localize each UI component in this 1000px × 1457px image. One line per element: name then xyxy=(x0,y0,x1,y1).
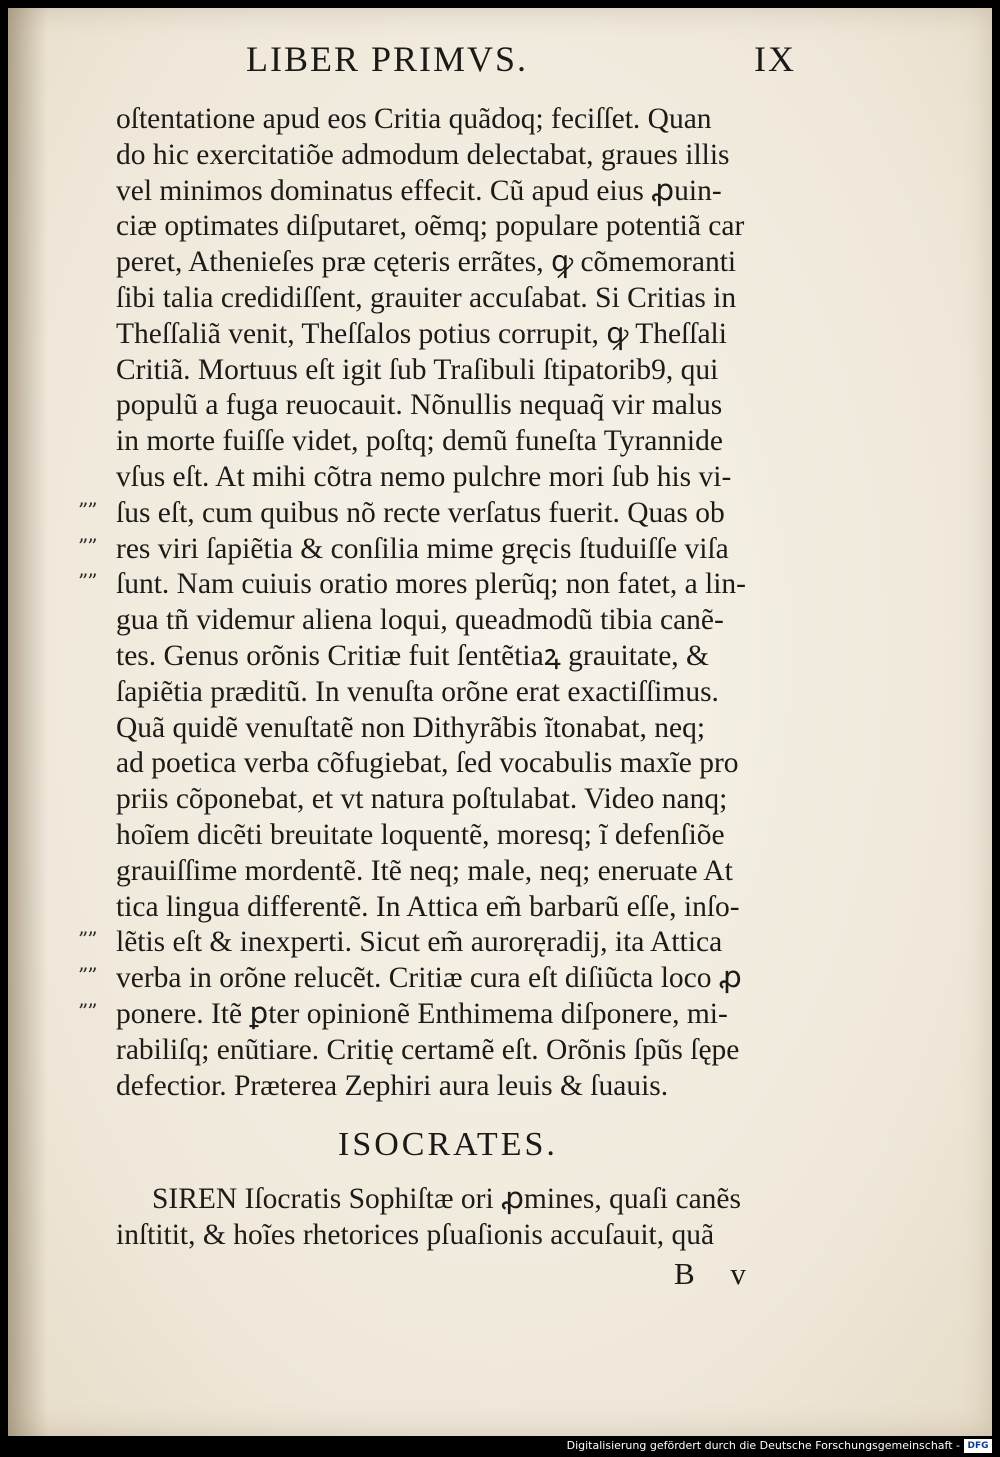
section-text-block xyxy=(116,1181,836,1253)
text-line: gua tñ videmur aliena loqui, queadmodũ tibia canẽ- xyxy=(116,604,724,637)
text-line: vſus eſt. At mihi cõtra nemo pulchre mori ſub his vi- xyxy=(116,460,732,493)
text-line: ad poetica verba cõfugiebat, ſed vocabulis maxĩe pro xyxy=(116,747,739,780)
section-text-line: inſtitit, & hoĩes rhetorices pſuaſionis accuſauit, quã xyxy=(116,1219,715,1251)
running-head-title: LIBER PRIMVS. xyxy=(246,39,529,79)
quotation-margin-mark: ”” xyxy=(78,569,97,594)
text-line: Theſſaliã venit, Theſſalos potius corrupit, ꝙ Theſſali xyxy=(116,317,727,350)
text-line: ſus eſt, cum quibus nõ recte verſatus fuerit. Quas ob xyxy=(116,496,725,529)
text-line: verba in orõne relucẽt. Critiæ cura eſt diſiũcta loco ꝓ xyxy=(116,962,742,995)
book-page xyxy=(8,8,992,1436)
signature-mark: B v xyxy=(674,1256,760,1291)
section-heading: ISOCRATES. xyxy=(338,1126,558,1163)
quotation-margin-mark: ”” xyxy=(78,999,97,1023)
text-line: ſunt. Nam cuiuis oratio mores plerũq; non fatet, a lin- xyxy=(116,568,747,601)
text-line: populũ a fuga reuocauit. Nõnullis nequaq̃ vir malus xyxy=(116,389,723,422)
text-line: do hic exercitatiõe admodum delectabat, graues illis xyxy=(116,138,730,171)
text-line: ſapiẽtia præditũ. In venuſta orõne erat exactiſſimus. xyxy=(116,675,719,708)
text-line: grauiſſime mordentẽ. Itẽ neq; male, neq; eneruate At xyxy=(116,854,733,887)
quotation-margin-mark: ”” xyxy=(78,497,97,522)
quotation-margin-mark: ”” xyxy=(78,927,97,952)
text-line: lẽtis eſt & inexperti. Sicut em̃ auroręradij, ita Attica xyxy=(116,926,723,959)
quotation-margin-mark: ”” xyxy=(78,963,97,988)
text-line: tes. Genus orõnis Critiæ fuit ſentẽtiaꝝ grauitate, & xyxy=(116,639,710,672)
quotation-margin-mark: ”” xyxy=(78,533,97,558)
folio-number: IX xyxy=(754,39,796,79)
text-line: vel minimos dominatus effecit. Cũ apud eius ꝓuin- xyxy=(116,174,722,207)
text-line: ciæ optimates diſputaret, oẽmq; populare potentiã car xyxy=(116,210,745,243)
section-text-line: SIREN Iſocratis Sophiſtæ ori ꝓmines, quaſi canẽs xyxy=(152,1183,742,1215)
footer-credit: Digitalisierung gefördert durch die Deutsche Forschungsgemeinschaft - xyxy=(566,1439,960,1452)
text-line: Critiã. Mortuus eſt igit ſub Traſibuli ſtipatorib9, qui xyxy=(116,353,719,386)
text-line: peret, Athenieſes præ cęteris errãtes, ꝙ cõmemoranti xyxy=(116,246,737,279)
text-line: defectior. Præterea Zephiri aura leuis & ſuauis. xyxy=(116,1069,669,1102)
text-line: ſibi talia credidiſſent, grauiter accuſabat. Si Critias in xyxy=(116,281,737,314)
text-line: res viri ſapiẽtia & conſilia mime gręcis ſtuduiſſe viſa xyxy=(116,532,729,565)
text-line: priis cõponebat, et vt natura poſtulabat. Video nanq; xyxy=(116,783,728,816)
text-line: ponere. Itẽ ꝑter opinionẽ Enthimema diſponere, mi- xyxy=(116,997,728,1030)
text-line: hoĩem dicẽti breuitate loquentẽ, moresq; ĩ defenſiõe xyxy=(116,818,725,851)
main-text-block xyxy=(116,102,828,1104)
text-line: rabiliſq; enũtiare. Critię certamẽ eſt. Orõnis ſpũs ſępe xyxy=(116,1033,740,1066)
text-line: oſtentatione apud eos Critia quãdoq; feciſſet. Quan xyxy=(116,103,712,135)
text-line: tica lingua differentẽ. In Attica em̃ barbarũ eſſe, inſo- xyxy=(116,890,740,923)
text-line: Quã quidẽ venuſtatẽ non Dithyrãbis ĩtonabat, neq; xyxy=(116,711,706,744)
text-line: in morte fuiſſe videt, poſtq; demũ funeſta Tyrannide xyxy=(116,425,723,458)
digitization-footer xyxy=(0,1436,1000,1457)
dfg-logo-icon: DFG xyxy=(964,1439,992,1453)
page-gutter-shadow xyxy=(8,8,48,1436)
running-head xyxy=(236,38,796,82)
